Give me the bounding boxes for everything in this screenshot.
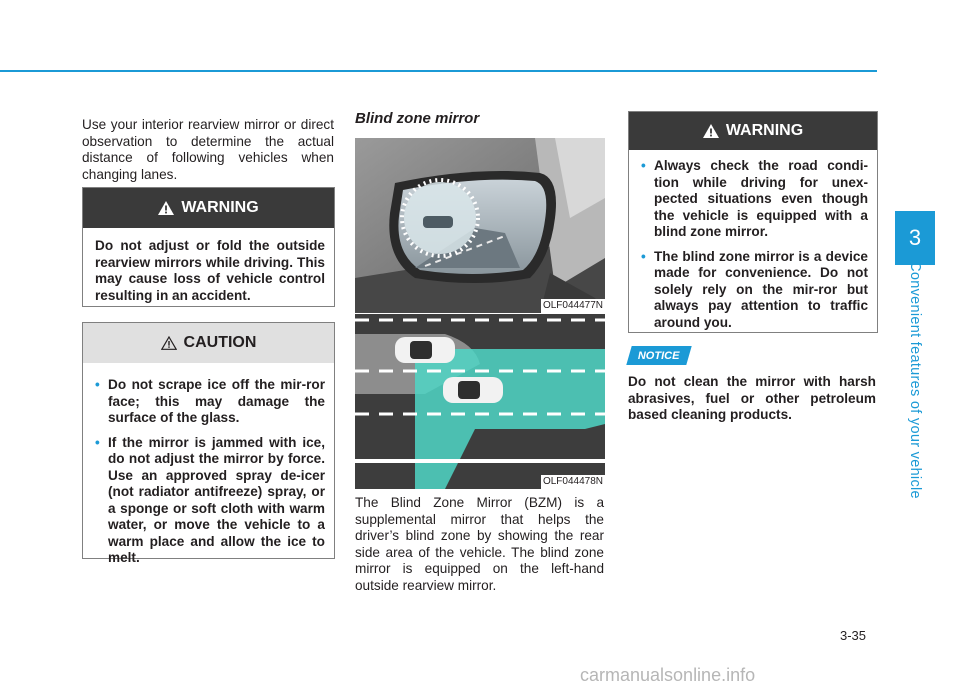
warning-icon <box>703 124 719 138</box>
warning-item: • Always check the road condi-tion while driving for unex-pected situations even though the vehicle is equipped with a blind zone mirror. <box>641 158 868 241</box>
page-number: 3-35 <box>840 628 867 643</box>
notice-text: Do not clean the mirror with harsh abrasives, fuel or other petroleum based cleaning products. <box>628 374 876 422</box>
chapter-title: Convenient features of your vehicle <box>907 261 923 499</box>
section-heading: Blind zone mirror <box>355 110 480 127</box>
warning-item: • The blind zone mirror is a device made for convenience. Do not solely rely on the mir-ror but always pay attention to traffic around you. <box>641 249 868 332</box>
top-rule <box>0 70 877 72</box>
blind-zone-diagram <box>355 314 605 489</box>
warning-list <box>641 158 868 331</box>
figure-label-1: OLF044477N <box>542 300 603 311</box>
caution-header <box>83 323 334 363</box>
caution-item: • If the mirror is jammed with ice, do not adjust the mirror by force. Use an approved spray de-icer (not radiator antifreeze) spray, or a sponge or soft cloth with warm water, or move the vehicle to a warm place and allow the ice to melt. <box>95 435 325 567</box>
car-front <box>395 337 455 363</box>
chapter-number-tab <box>895 211 935 265</box>
caution-list <box>95 377 325 567</box>
warning-title: WARNING <box>181 199 259 216</box>
intro-paragraph: Use your interior rearview mirror or direct observation to determine the actual distance of following vehicles when changing lanes. <box>82 117 334 182</box>
notice-badge <box>626 346 691 365</box>
warning-title: WARNING <box>725 122 804 139</box>
bzm-paragraph: The Blind Zone Mirror (BZM) is a supplemental mirror that helps the driver’s blind zone by showing the rear side area of the vehicle. The blind zone mirror is equipped on the left-hand outside rearview mirror. <box>355 495 604 593</box>
warning-box-mirrors <box>82 187 335 307</box>
caution-title: CAUTION <box>183 334 257 351</box>
warning-header <box>629 112 877 150</box>
chapter-number: 3 <box>908 225 922 250</box>
car-rear <box>443 377 503 403</box>
caution-icon <box>161 336 177 350</box>
warning-header <box>83 188 334 228</box>
notice-label: NOTICE <box>638 349 680 362</box>
caution-box-ice <box>82 322 335 565</box>
warning-icon <box>158 201 174 215</box>
caution-item: • Do not scrape ice off the mir-ror face; this may damage the surface of the glass. <box>95 377 325 427</box>
mirror-illustration <box>355 138 605 313</box>
side-mirror-image <box>355 138 605 313</box>
figure-label-2: OLF044478N <box>542 476 603 487</box>
blind-zone-image <box>355 314 605 489</box>
chapter-title-side <box>898 261 932 499</box>
warning-text: Do not adjust or fold the outside rearview mirrors while driving. This may cause loss of vehicle control resulting in an accident. <box>95 238 325 303</box>
watermark: carmanualsonline.info <box>580 665 756 685</box>
warning-box-bzm <box>628 111 878 333</box>
